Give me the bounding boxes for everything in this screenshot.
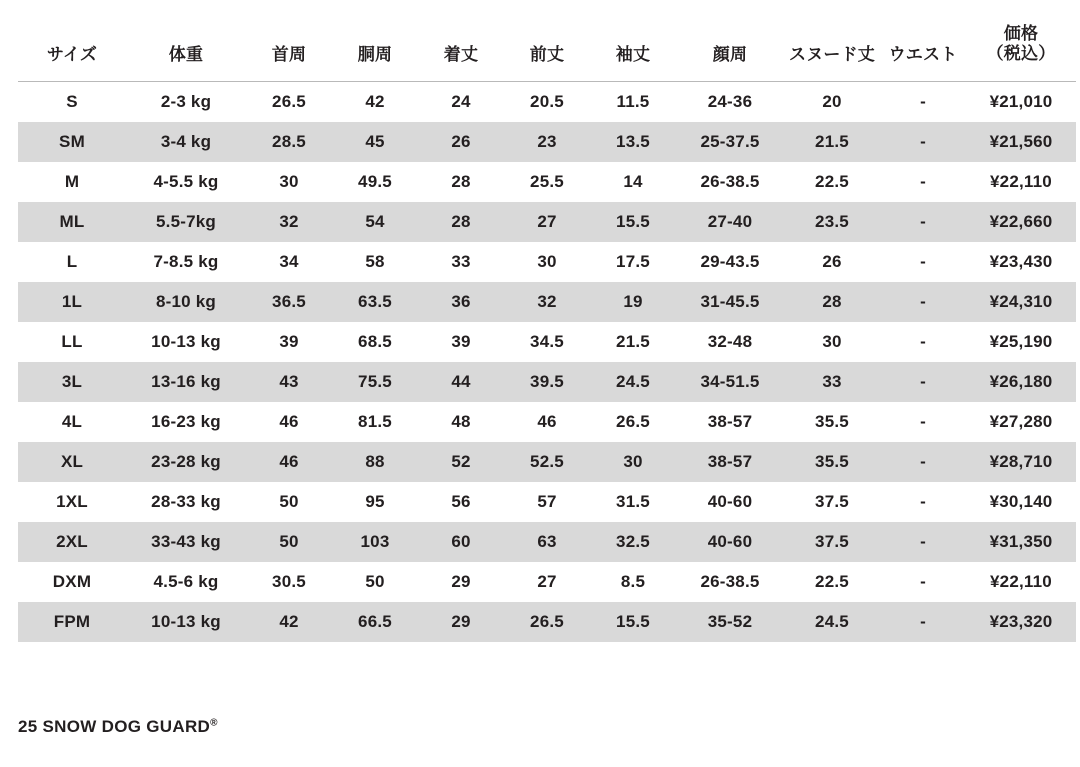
- cell-weight: 5.5-7kg: [156, 211, 216, 231]
- cell-snood-length: 35.5: [815, 411, 849, 431]
- cell-weight: 3-4 kg: [160, 131, 212, 151]
- cell-front-length: 52.5: [530, 451, 564, 471]
- cell-waist: -: [920, 611, 926, 631]
- cell-weight: 10-13 kg: [151, 331, 221, 351]
- cell-front-length: 46: [537, 411, 557, 431]
- column-header-back-length: 着丈: [443, 45, 479, 65]
- footer-text: 25 SNOW DOG GUARD: [18, 717, 211, 736]
- cell-size: LL: [61, 331, 83, 351]
- table-row: [18, 442, 1076, 482]
- cell-chest: 54: [365, 211, 385, 231]
- cell-back-length: 39: [451, 331, 471, 351]
- cell-neck: 28.5: [272, 131, 306, 151]
- cell-weight: 8-10 kg: [156, 291, 216, 311]
- column-header-size: サイズ: [46, 45, 98, 65]
- cell-back-length: 26: [451, 131, 471, 151]
- cell-face: 35-52: [707, 611, 753, 631]
- cell-face: 25-37.5: [700, 131, 760, 151]
- cell-back-length: 24: [451, 91, 471, 111]
- cell-back-length: 28: [451, 171, 471, 191]
- cell-sleeve-length: 24.5: [616, 371, 650, 391]
- column-header-neck: 首周: [271, 45, 307, 65]
- cell-neck: 46: [279, 411, 299, 431]
- cell-front-length: 30: [537, 251, 557, 271]
- table-row: [18, 602, 1076, 642]
- table-row: [18, 202, 1076, 242]
- cell-face: 40-60: [707, 491, 753, 511]
- cell-neck: 34: [279, 251, 299, 271]
- cell-sleeve-length: 15.5: [616, 211, 650, 231]
- cell-face: 32-48: [707, 331, 753, 351]
- cell-price: ¥23,430: [989, 251, 1053, 271]
- cell-chest: 42: [365, 91, 385, 111]
- column-header-sleeve-length: 袖丈: [615, 45, 651, 65]
- cell-chest: 103: [360, 531, 390, 551]
- cell-price: ¥27,280: [989, 411, 1053, 431]
- cell-sleeve-length: 8.5: [620, 571, 646, 591]
- cell-front-length: 20.5: [530, 91, 564, 111]
- cell-weight: 33-43 kg: [151, 531, 221, 551]
- cell-waist: -: [920, 411, 926, 431]
- cell-chest: 50: [365, 571, 385, 591]
- table-row: [18, 122, 1076, 162]
- cell-face: 34-51.5: [700, 371, 760, 391]
- cell-price: ¥24,310: [989, 291, 1053, 311]
- cell-chest: 95: [365, 491, 385, 511]
- cell-weight: 4-5.5 kg: [153, 171, 219, 191]
- cell-sleeve-length: 13.5: [616, 131, 650, 151]
- price-header-line2: （税込）: [986, 44, 1056, 64]
- cell-size: S: [66, 91, 78, 111]
- cell-front-length: 32: [537, 291, 557, 311]
- cell-size: SM: [59, 131, 85, 151]
- cell-weight: 13-16 kg: [151, 371, 221, 391]
- cell-waist: -: [920, 211, 926, 231]
- cell-neck: 46: [279, 451, 299, 471]
- column-header-chest: 胴周: [357, 45, 393, 65]
- cell-chest: 75.5: [358, 371, 392, 391]
- cell-snood-length: 20: [822, 91, 842, 111]
- cell-size: M: [64, 171, 80, 191]
- cell-waist: -: [920, 291, 926, 311]
- cell-face: 24-36: [707, 91, 753, 111]
- cell-weight: 23-28 kg: [151, 451, 221, 471]
- cell-waist: -: [920, 491, 926, 511]
- cell-chest: 66.5: [358, 611, 392, 631]
- cell-neck: 50: [279, 491, 299, 511]
- cell-back-length: 56: [451, 491, 471, 511]
- cell-back-length: 33: [451, 251, 471, 271]
- cell-front-length: 63: [537, 531, 557, 551]
- cell-sleeve-length: 11.5: [616, 91, 650, 111]
- cell-neck: 39: [279, 331, 299, 351]
- cell-snood-length: 22.5: [815, 571, 849, 591]
- cell-waist: -: [920, 571, 926, 591]
- cell-waist: -: [920, 91, 926, 111]
- registered-trademark-icon: ®: [210, 717, 218, 729]
- cell-back-length: 29: [451, 611, 471, 631]
- cell-waist: -: [920, 331, 926, 351]
- cell-snood-length: 22.5: [815, 171, 849, 191]
- cell-chest: 45: [365, 131, 385, 151]
- cell-neck: 43: [279, 371, 299, 391]
- cell-neck: 42: [279, 611, 299, 631]
- cell-price: ¥21,560: [989, 131, 1053, 151]
- cell-waist: -: [920, 371, 926, 391]
- cell-chest: 88: [365, 451, 385, 471]
- cell-neck: 30.5: [272, 571, 306, 591]
- cell-snood-length: 37.5: [815, 491, 849, 511]
- cell-neck: 50: [279, 531, 299, 551]
- cell-price: ¥22,660: [989, 211, 1053, 231]
- size-chart-table: [18, 14, 1076, 642]
- cell-back-length: 44: [451, 371, 471, 391]
- cell-size: 1XL: [56, 491, 88, 511]
- cell-waist: -: [920, 251, 926, 271]
- column-header-price: [966, 14, 1076, 81]
- cell-price: ¥31,350: [989, 531, 1053, 551]
- cell-size: ML: [59, 211, 85, 231]
- table-body: [18, 81, 1076, 642]
- cell-weight: 2-3 kg: [160, 91, 212, 111]
- cell-size: 1L: [61, 291, 83, 311]
- cell-snood-length: 37.5: [815, 531, 849, 551]
- cell-waist: -: [920, 171, 926, 191]
- cell-chest: 58: [365, 251, 385, 271]
- cell-snood-length: 33: [822, 371, 842, 391]
- cell-size: L: [66, 251, 78, 271]
- table-row: [18, 282, 1076, 322]
- cell-face: 29-43.5: [700, 251, 760, 271]
- column-header-waist: ウエスト: [888, 45, 958, 65]
- cell-back-length: 29: [451, 571, 471, 591]
- cell-front-length: 26.5: [530, 611, 564, 631]
- cell-weight: 28-33 kg: [151, 491, 221, 511]
- cell-price: ¥26,180: [989, 371, 1053, 391]
- cell-sleeve-length: 15.5: [616, 611, 650, 631]
- cell-back-length: 60: [451, 531, 471, 551]
- cell-price: ¥21,010: [989, 91, 1053, 111]
- column-header-snood-length: スヌード丈: [789, 45, 875, 65]
- cell-neck: 32: [279, 211, 299, 231]
- table-row: [18, 482, 1076, 522]
- cell-face: 38-57: [707, 411, 753, 431]
- cell-face: 31-45.5: [700, 291, 760, 311]
- cell-sleeve-length: 14: [623, 171, 643, 191]
- cell-sleeve-length: 30: [623, 451, 643, 471]
- cell-snood-length: 23.5: [815, 211, 849, 231]
- cell-size: 4L: [61, 411, 83, 431]
- cell-size: DXM: [52, 571, 92, 591]
- cell-front-length: 57: [537, 491, 557, 511]
- table-row: [18, 81, 1076, 122]
- cell-sleeve-length: 32.5: [616, 531, 650, 551]
- cell-weight: 10-13 kg: [151, 611, 221, 631]
- cell-neck: 30: [279, 171, 299, 191]
- cell-face: 27-40: [707, 211, 753, 231]
- cell-size: 3L: [61, 371, 83, 391]
- cell-snood-length: 21.5: [815, 131, 849, 151]
- cell-price: ¥22,110: [990, 171, 1052, 191]
- cell-chest: 49.5: [358, 171, 392, 191]
- cell-size: FPM: [53, 611, 91, 631]
- cell-waist: -: [920, 451, 926, 471]
- table-row: [18, 362, 1076, 402]
- cell-snood-length: 26: [822, 251, 842, 271]
- cell-weight: 7-8.5 kg: [153, 251, 219, 271]
- cell-sleeve-length: 19: [623, 291, 643, 311]
- price-header-line1: 価格: [1003, 24, 1039, 43]
- footer-product-name: [18, 717, 218, 737]
- cell-front-length: 27: [537, 571, 557, 591]
- cell-front-length: 23: [537, 131, 557, 151]
- cell-sleeve-length: 21.5: [616, 331, 650, 351]
- cell-price: ¥28,710: [989, 451, 1053, 471]
- cell-back-length: 36: [451, 291, 471, 311]
- cell-face: 26-38.5: [700, 171, 760, 191]
- cell-waist: -: [920, 531, 926, 551]
- cell-front-length: 25.5: [530, 171, 564, 191]
- cell-chest: 63.5: [358, 291, 392, 311]
- cell-neck: 36.5: [272, 291, 306, 311]
- table-row: [18, 162, 1076, 202]
- cell-price: ¥22,110: [990, 571, 1052, 591]
- cell-price: ¥23,320: [989, 611, 1053, 631]
- cell-face: 26-38.5: [700, 571, 760, 591]
- cell-front-length: 34.5: [530, 331, 564, 351]
- cell-price: ¥25,190: [989, 331, 1053, 351]
- cell-chest: 81.5: [358, 411, 392, 431]
- cell-sleeve-length: 31.5: [616, 491, 650, 511]
- table-row: [18, 242, 1076, 282]
- cell-snood-length: 28: [822, 291, 842, 311]
- cell-weight: 16-23 kg: [151, 411, 221, 431]
- table-row: [18, 322, 1076, 362]
- column-header-weight: 体重: [168, 45, 204, 65]
- cell-neck: 26.5: [272, 91, 306, 111]
- column-header-face: 顔周: [712, 45, 748, 65]
- cell-snood-length: 30: [822, 331, 842, 351]
- table-header: [18, 14, 1076, 81]
- cell-snood-length: 35.5: [815, 451, 849, 471]
- cell-chest: 68.5: [358, 331, 392, 351]
- table-row: [18, 562, 1076, 602]
- cell-size: XL: [60, 451, 84, 471]
- table-row: [18, 522, 1076, 562]
- cell-sleeve-length: 26.5: [616, 411, 650, 431]
- cell-back-length: 48: [451, 411, 471, 431]
- cell-weight: 4.5-6 kg: [153, 571, 219, 591]
- cell-sleeve-length: 17.5: [616, 251, 650, 271]
- cell-size: 2XL: [56, 531, 88, 551]
- table-header-row: [18, 14, 1076, 81]
- size-chart-page: [0, 14, 1080, 767]
- cell-waist: -: [920, 131, 926, 151]
- column-header-front-length: 前丈: [529, 45, 565, 65]
- cell-snood-length: 24.5: [815, 611, 849, 631]
- cell-face: 40-60: [707, 531, 753, 551]
- cell-front-length: 27: [537, 211, 557, 231]
- cell-back-length: 52: [451, 451, 471, 471]
- cell-price: ¥30,140: [989, 491, 1053, 511]
- cell-face: 38-57: [707, 451, 753, 471]
- table-row: [18, 402, 1076, 442]
- cell-back-length: 28: [451, 211, 471, 231]
- cell-front-length: 39.5: [530, 371, 564, 391]
